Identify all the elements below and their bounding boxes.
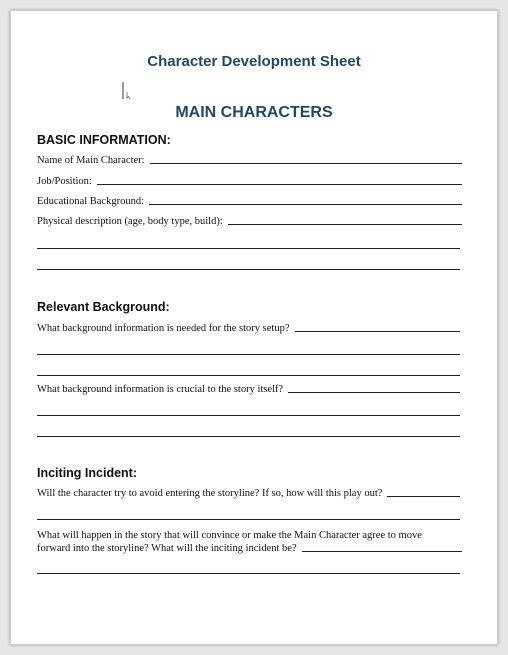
setup-question-label: What background information is needed for the story setup? xyxy=(37,323,290,334)
crucial-answer-line-3[interactable] xyxy=(37,436,460,437)
crucial-question[interactable] xyxy=(37,384,460,395)
job-label: Job/Position: xyxy=(37,176,92,187)
inciting-question xyxy=(37,528,463,543)
inciting-question-row-2[interactable] xyxy=(37,543,462,554)
setup-answer-line[interactable] xyxy=(295,330,460,332)
physical-label: Physical description (age, body type, build): xyxy=(37,216,223,227)
education-label: Educational Background: xyxy=(37,196,145,207)
name-label: Name of Main Character: xyxy=(37,155,145,166)
relevant-background-heading: Relevant Background: xyxy=(37,300,170,314)
education-field[interactable] xyxy=(37,196,462,207)
education-line[interactable] xyxy=(149,203,462,205)
inciting-answer-line[interactable] xyxy=(302,550,462,552)
inciting-answer-line-2[interactable] xyxy=(37,573,460,574)
job-line[interactable] xyxy=(97,183,462,185)
setup-answer-line-3[interactable] xyxy=(37,375,460,376)
document-title: Character Development Sheet xyxy=(147,53,361,70)
avoid-answer-line[interactable] xyxy=(387,495,460,497)
avoid-answer-line-2[interactable] xyxy=(37,519,460,520)
text-cursor-icon xyxy=(121,82,131,100)
name-field[interactable] xyxy=(37,155,462,166)
job-field[interactable] xyxy=(37,176,462,187)
physical-line[interactable] xyxy=(228,223,462,225)
crucial-answer-line[interactable] xyxy=(288,391,460,393)
physical-line-2[interactable] xyxy=(37,248,460,249)
inciting-incident-heading: Inciting Incident: xyxy=(37,466,137,480)
setup-question[interactable] xyxy=(37,323,460,334)
physical-line-3[interactable] xyxy=(37,269,460,270)
name-line[interactable] xyxy=(150,162,462,164)
crucial-answer-line-2[interactable] xyxy=(37,415,460,416)
inciting-question-line-2: forward into the storyline? What will the inciting incident be? xyxy=(37,543,297,554)
avoid-question-label: Will the character try to avoid entering the storyline? If so, how will this play out? xyxy=(37,488,383,499)
avoid-question[interactable] xyxy=(37,488,460,499)
inciting-question-line-1: What will happen in the story that will convince or make the Main Character agree to move xyxy=(37,530,422,541)
basic-info-heading: BASIC INFORMATION: xyxy=(37,133,171,147)
crucial-question-label: What background information is crucial to the story itself? xyxy=(37,384,284,395)
setup-answer-line-2[interactable] xyxy=(37,354,460,355)
section-title: MAIN CHARACTERS xyxy=(175,104,333,121)
physical-field[interactable] xyxy=(37,216,462,227)
